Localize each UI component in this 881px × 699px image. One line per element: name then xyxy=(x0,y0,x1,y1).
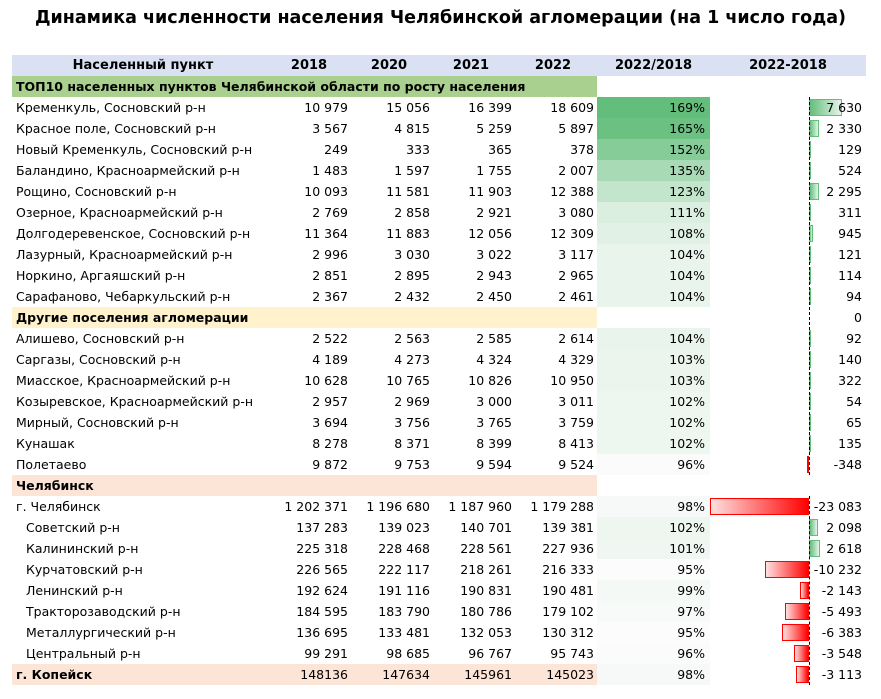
value-y18: 11 364 xyxy=(304,226,348,241)
table-row xyxy=(12,538,866,559)
difference-value: 311 xyxy=(838,205,862,220)
value-y22: 3 117 xyxy=(558,247,594,262)
value-y22: 9 524 xyxy=(558,457,594,472)
value-y20: 8 371 xyxy=(394,436,430,451)
difference-value: -10 232 xyxy=(813,562,862,577)
table-row xyxy=(12,118,866,139)
settlement-name: г. Челябинск xyxy=(16,499,101,514)
value-y18: 10 093 xyxy=(304,184,348,199)
value-y22: 3 080 xyxy=(558,205,594,220)
col-header-2022: 2022 xyxy=(534,58,572,73)
col-header-2018: 2018 xyxy=(290,58,328,73)
value-y22: 8 413 xyxy=(558,436,594,451)
value-y18: 2 522 xyxy=(312,331,348,346)
value-y20: 1 597 xyxy=(394,163,430,178)
value-y21: 8 399 xyxy=(476,436,512,451)
ratio-cell: 103% xyxy=(597,370,710,391)
value-y18: 9 872 xyxy=(312,457,348,472)
value-y22: 2 007 xyxy=(558,163,594,178)
table-row xyxy=(12,601,866,622)
value-y20: 11 581 xyxy=(386,184,430,199)
value-y22: 216 333 xyxy=(542,562,594,577)
ratio-cell: 104% xyxy=(597,244,710,265)
table-row xyxy=(12,454,866,475)
value-y22: 190 481 xyxy=(542,583,594,598)
value-y20: 133 481 xyxy=(378,625,430,640)
value-y21: 228 561 xyxy=(460,541,512,556)
value-y21: 218 261 xyxy=(460,562,512,577)
ratio-cell: 102% xyxy=(597,412,710,433)
table-row xyxy=(12,433,866,454)
table-row xyxy=(12,496,866,517)
value-y18: 4 189 xyxy=(312,352,348,367)
value-y20: 147634 xyxy=(382,667,430,682)
population-table xyxy=(12,55,866,685)
settlement-name: Алишево, Сосновский р-н xyxy=(16,331,185,346)
value-y20: 2 563 xyxy=(394,331,430,346)
value-y18: 3 567 xyxy=(312,121,348,136)
value-y20: 10 765 xyxy=(386,373,430,388)
difference-value: 54 xyxy=(846,394,862,409)
value-y21: 9 594 xyxy=(476,457,512,472)
value-y18: 1 202 371 xyxy=(284,499,348,514)
value-y18: 226 565 xyxy=(296,562,348,577)
value-y21: 365 xyxy=(488,142,512,157)
settlement-name: Новый Кременкуль, Сосновский р-н xyxy=(16,142,253,157)
settlement-name: Ленинский р-н xyxy=(26,583,123,598)
value-y22: 179 102 xyxy=(542,604,594,619)
ratio-cell: 96% xyxy=(597,643,710,664)
settlement-name: Другие поселения агломерации xyxy=(16,310,249,325)
difference-value: 114 xyxy=(838,268,862,283)
table-title: Динамика численности населения Челябинской агломерации (на 1 число года) xyxy=(34,8,847,28)
table-row xyxy=(12,160,866,181)
value-y18: 2 957 xyxy=(312,394,348,409)
value-y18: 2 996 xyxy=(312,247,348,262)
section-row xyxy=(12,76,866,97)
value-y22: 378 xyxy=(570,142,594,157)
value-y20: 2 432 xyxy=(394,289,430,304)
value-y21: 2 921 xyxy=(476,205,512,220)
value-y21: 16 399 xyxy=(468,100,512,115)
value-y18: 249 xyxy=(324,142,348,157)
value-y21: 2 450 xyxy=(476,289,512,304)
value-y21: 140 701 xyxy=(460,520,512,535)
value-y20: 4 815 xyxy=(394,121,430,136)
settlement-name: Долгодеревенское, Сосновский р-н xyxy=(16,226,251,241)
value-y22: 4 329 xyxy=(558,352,594,367)
ratio-cell: 123% xyxy=(597,181,710,202)
difference-value: -3 113 xyxy=(821,667,862,682)
value-y21: 180 786 xyxy=(460,604,512,619)
difference-value: 135 xyxy=(838,436,862,451)
value-y22: 2 461 xyxy=(558,289,594,304)
value-y21: 132 053 xyxy=(460,625,512,640)
value-y20: 3 756 xyxy=(394,415,430,430)
value-y21: 3 765 xyxy=(476,415,512,430)
value-y22: 1 179 288 xyxy=(530,499,594,514)
difference-value: -23 083 xyxy=(813,499,862,514)
value-y21: 1 187 960 xyxy=(448,499,512,514)
difference-value: 2 618 xyxy=(826,541,862,556)
settlement-name: Баландино, Красноармейский р-н xyxy=(16,163,240,178)
value-y22: 130 312 xyxy=(542,625,594,640)
difference-value: -3 548 xyxy=(821,646,862,661)
value-y20: 4 273 xyxy=(394,352,430,367)
value-y20: 191 116 xyxy=(378,583,430,598)
value-y22: 12 309 xyxy=(550,226,594,241)
difference-value: -2 143 xyxy=(821,583,862,598)
ratio-cell: 169% xyxy=(597,97,710,118)
difference-value: 65 xyxy=(846,415,862,430)
settlement-name: Полетаево xyxy=(16,457,87,472)
value-y21: 145961 xyxy=(464,667,512,682)
table-row xyxy=(12,328,866,349)
value-y20: 2 858 xyxy=(394,205,430,220)
value-y22: 18 609 xyxy=(550,100,594,115)
table-row xyxy=(12,391,866,412)
section-row xyxy=(12,307,866,328)
ratio-cell: 99% xyxy=(597,580,710,601)
table-row xyxy=(12,580,866,601)
settlement-name: Миасское, Красноармейский р-н xyxy=(16,373,231,388)
ratio-cell: 98% xyxy=(597,664,710,685)
value-y22: 3 011 xyxy=(558,394,594,409)
value-y18: 136 695 xyxy=(296,625,348,640)
value-y21: 10 826 xyxy=(468,373,512,388)
value-y18: 137 283 xyxy=(296,520,348,535)
value-y20: 333 xyxy=(406,142,430,157)
value-y21: 4 324 xyxy=(476,352,512,367)
difference-value: 2 295 xyxy=(826,184,862,199)
data-bar-axis xyxy=(809,496,810,685)
value-y21: 2 585 xyxy=(476,331,512,346)
value-y21: 2 943 xyxy=(476,268,512,283)
settlement-name: Кунашак xyxy=(16,436,75,451)
value-y21: 1 755 xyxy=(476,163,512,178)
ratio-cell: 135% xyxy=(597,160,710,181)
ratio-cell: 103% xyxy=(597,349,710,370)
difference-value: -348 xyxy=(833,457,862,472)
value-y18: 10 979 xyxy=(304,100,348,115)
ratio-cell: 96% xyxy=(597,454,710,475)
value-y20: 228 468 xyxy=(378,541,430,556)
value-y22: 10 950 xyxy=(550,373,594,388)
ratio-cell: 111% xyxy=(597,202,710,223)
table-row xyxy=(12,97,866,118)
value-y18: 148136 xyxy=(300,667,348,682)
difference-value: 121 xyxy=(838,247,862,262)
settlement-name: Лазурный, Красноармейский р-н xyxy=(16,247,233,262)
value-y18: 192 624 xyxy=(296,583,348,598)
value-y20: 98 685 xyxy=(386,646,430,661)
settlement-name: Озерное, Красноармейский р-н xyxy=(16,205,223,220)
value-y18: 1 483 xyxy=(312,163,348,178)
table-row xyxy=(12,139,866,160)
value-y20: 15 056 xyxy=(386,100,430,115)
value-y22: 2 965 xyxy=(558,268,594,283)
table-row xyxy=(12,349,866,370)
value-y20: 3 030 xyxy=(394,247,430,262)
value-y22: 95 743 xyxy=(550,646,594,661)
value-y20: 139 023 xyxy=(378,520,430,535)
ratio-cell: 102% xyxy=(597,391,710,412)
col-header-ratio: 2022/2018 xyxy=(614,58,693,73)
table-row xyxy=(12,370,866,391)
table-row xyxy=(12,286,866,307)
difference-value: -5 493 xyxy=(821,604,862,619)
difference-value: 2 330 xyxy=(826,121,862,136)
value-y21: 11 903 xyxy=(468,184,512,199)
col-header-2021: 2021 xyxy=(452,58,490,73)
ratio-cell: 101% xyxy=(597,538,710,559)
table-row xyxy=(12,643,866,664)
difference-value: 322 xyxy=(838,373,862,388)
ratio-cell: 95% xyxy=(597,622,710,643)
value-y21: 5 259 xyxy=(476,121,512,136)
settlement-name: Козыревское, Красноармейский р-н xyxy=(16,394,253,409)
table-body xyxy=(12,76,866,685)
value-y22: 227 936 xyxy=(542,541,594,556)
value-y18: 8 278 xyxy=(312,436,348,451)
table-row xyxy=(12,181,866,202)
value-y21: 12 056 xyxy=(468,226,512,241)
value-y18: 3 694 xyxy=(312,415,348,430)
table-row xyxy=(12,664,866,685)
value-y22: 12 388 xyxy=(550,184,594,199)
settlement-name: Красное поле, Сосновский р-н xyxy=(16,121,216,136)
difference-value: 94 xyxy=(846,289,862,304)
col-header-2020: 2020 xyxy=(370,58,408,73)
difference-value: 140 xyxy=(838,352,862,367)
difference-value: 7 630 xyxy=(826,100,862,115)
settlement-name: Сарафаново, Чебаркульский р-н xyxy=(16,289,231,304)
settlement-name: Тракторозаводский р-н xyxy=(26,604,181,619)
ratio-cell: 102% xyxy=(597,517,710,538)
value-y18: 2 367 xyxy=(312,289,348,304)
table-row xyxy=(12,517,866,538)
difference-value: 129 xyxy=(838,142,862,157)
value-y22: 2 614 xyxy=(558,331,594,346)
value-y21: 3 000 xyxy=(476,394,512,409)
value-y21: 3 022 xyxy=(476,247,512,262)
value-y18: 225 318 xyxy=(296,541,348,556)
settlement-name: г. Копейск xyxy=(16,667,93,682)
settlement-name: Курчатовский р-н xyxy=(26,562,143,577)
ratio-cell: 104% xyxy=(597,265,710,286)
settlement-name: Металлургический р-н xyxy=(26,625,176,640)
value-y18: 184 595 xyxy=(296,604,348,619)
ratio-cell: 152% xyxy=(597,139,710,160)
ratio-cell: 104% xyxy=(597,286,710,307)
ratio-cell: 102% xyxy=(597,433,710,454)
difference-value: -6 383 xyxy=(821,625,862,640)
table-row xyxy=(12,202,866,223)
col-header-name: Населенный пункт xyxy=(72,58,214,73)
settlement-name: ТОП10 населенных пунктов Челябинской области по росту населения xyxy=(16,79,526,94)
data-bar-axis xyxy=(809,97,810,475)
table-row xyxy=(12,244,866,265)
settlement-name: Центральный р-н xyxy=(26,646,141,661)
settlement-name: Советский р-н xyxy=(26,520,120,535)
settlement-name: Калининский р-н xyxy=(26,541,139,556)
value-y20: 1 196 680 xyxy=(366,499,430,514)
table-row xyxy=(12,412,866,433)
settlement-name: Мирный, Сосновский р-н xyxy=(16,415,179,430)
difference-value: 0 xyxy=(854,310,862,325)
value-y20: 2 969 xyxy=(394,394,430,409)
value-y18: 2 851 xyxy=(312,268,348,283)
value-y22: 139 381 xyxy=(542,520,594,535)
settlement-name: Челябинск xyxy=(16,478,94,493)
settlement-name: Норкино, Аргаяшский р-н xyxy=(16,268,186,283)
section-row xyxy=(12,475,866,496)
ratio-cell: 165% xyxy=(597,118,710,139)
value-y20: 9 753 xyxy=(394,457,430,472)
ratio-cell: 95% xyxy=(597,559,710,580)
value-y20: 183 790 xyxy=(378,604,430,619)
settlement-name: Рощино, Сосновский р-н xyxy=(16,184,177,199)
difference-value: 524 xyxy=(838,163,862,178)
col-header-diff: 2022-2018 xyxy=(749,58,827,73)
difference-value: 2 098 xyxy=(826,520,862,535)
settlement-name: Кременкуль, Сосновский р-н xyxy=(16,100,206,115)
table-row xyxy=(12,265,866,286)
value-y20: 222 117 xyxy=(378,562,430,577)
value-y22: 3 759 xyxy=(558,415,594,430)
ratio-cell: 97% xyxy=(597,601,710,622)
settlement-name: Саргазы, Сосновский р-н xyxy=(16,352,181,367)
ratio-cell: 108% xyxy=(597,223,710,244)
difference-value: 92 xyxy=(846,331,862,346)
value-y21: 96 767 xyxy=(468,646,512,661)
value-y20: 11 883 xyxy=(386,226,430,241)
value-y18: 10 628 xyxy=(304,373,348,388)
value-y18: 2 769 xyxy=(312,205,348,220)
ratio-cell: 98% xyxy=(597,496,710,517)
value-y22: 5 897 xyxy=(558,121,594,136)
table-row xyxy=(12,622,866,643)
value-y22: 145023 xyxy=(546,667,594,682)
value-y21: 190 831 xyxy=(460,583,512,598)
header-row xyxy=(12,55,866,76)
value-y18: 99 291 xyxy=(304,646,348,661)
table-row xyxy=(12,223,866,244)
difference-value: 945 xyxy=(838,226,862,241)
table-row xyxy=(12,559,866,580)
value-y20: 2 895 xyxy=(394,268,430,283)
ratio-cell: 104% xyxy=(597,328,710,349)
